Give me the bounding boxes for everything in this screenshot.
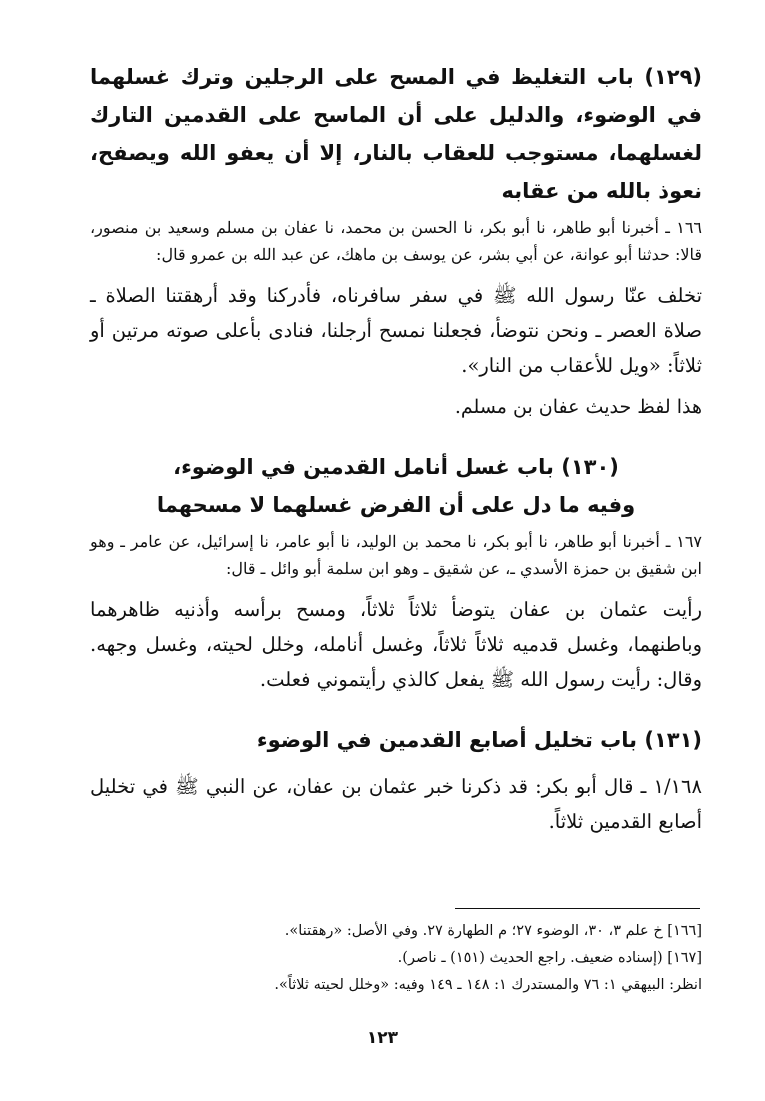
section-131 xyxy=(90,721,702,839)
hadith-isnad-166: ١٦٦ ـ أخبرنا أبو طاهر، نا أبو بكر، نا الحسن بن محمد، نا عفان بن مسلم وسعيد بن منصور، قالا: حدثنا أبو عوانة، عن أبي بشر، عن يوسف بن ماهك، عن عبد الله بن عمرو قال: xyxy=(90,218,702,264)
footnote-divider xyxy=(455,908,700,909)
hadith-text-166: تخلف عنّا رسول الله ﷺ في سفر سافرناه، فأدركنا وقد أرهقتنا الصلاة ـ صلاة العصر ـ ونحن نتوضأ، فجعلنا نمسح أرجلنا، فنادى بأعلى صوته مرتين أو ثلاثاً: «ويل للأعقاب من النار». xyxy=(90,284,702,377)
footnotes xyxy=(90,918,702,999)
footnote-167-ref: انظر: البيهقي ١: ٧٦ والمستدرك ١: ١٤٨ ـ ١٤٩ وفيه: «وخلل لحيته ثلاثاً». xyxy=(274,977,702,993)
chapter-heading-129: (١٢٩) باب التغليظ في المسح على الرجلين وترك غسلهما في الوضوء، والدليل على أن الماسح على القدمين التارك لغسلهما، مستوجب للعقاب بالنار، إلا أن يعفو الله ويصفح، نعوذ بالله من عقابه xyxy=(90,65,702,203)
hadith-isnad-167: ١٦٧ ـ أخبرنا أبو طاهر، نا أبو بكر، نا محمد بن الوليد، نا أبو عامر، نا إسرائيل، عن عامر ـ وهو ابن شقيق بن حمزة الأسدي ـ، عن شقيق ـ وهو ابن سلمة أبو وائل ـ قال: xyxy=(90,532,702,578)
section-130 xyxy=(90,448,702,697)
footnote-167: [١٦٧] (إسناده ضعيف. راجع الحديث (١٥١) ـ ناصر). xyxy=(397,950,702,966)
page-body xyxy=(90,58,702,839)
hadith-text-167: رأيت عثمان بن عفان يتوضأ ثلاثاً ثلاثاً، ومسح برأسه وأذنيه ظاهرهما وباطنهما، وغسل قدميه ثلاثاً ثلاثاً، وغسل أنامله، وخلل لحيته، وغسل وجهه. وقال: رأيت رسول الله ﷺ يفعل كالذي رأيتموني فعلت. xyxy=(90,598,702,691)
hadith-text-168: ١/١٦٨ ـ قال أبو بكر: قد ذكرنا خبر عثمان بن عفان، عن النبي ﷺ في تخليل أصابع القدمين ثلاثاً. xyxy=(90,775,702,833)
hadith-note-166: هذا لفظ حديث عفان بن مسلم. xyxy=(454,396,702,418)
chapter-heading-131: (١٣١) باب تخليل أصابع القدمين في الوضوء xyxy=(256,728,702,752)
page-number: ١٢٣ xyxy=(366,1028,399,1048)
chapter-heading-130-line2: وفيه ما دل على أن الفرض غسلهما لا مسحهما xyxy=(156,493,636,517)
chapter-heading-130-line1: (١٣٠) باب غسل أنامل القدمين في الوضوء، xyxy=(173,455,619,479)
footnote-166: [١٦٦] خ علم ٣، ٣٠، الوضوء ٢٧؛ م الطهارة ٢٧. وفي الأصل: «رهقتنا». xyxy=(284,923,702,939)
section-129 xyxy=(90,58,702,424)
